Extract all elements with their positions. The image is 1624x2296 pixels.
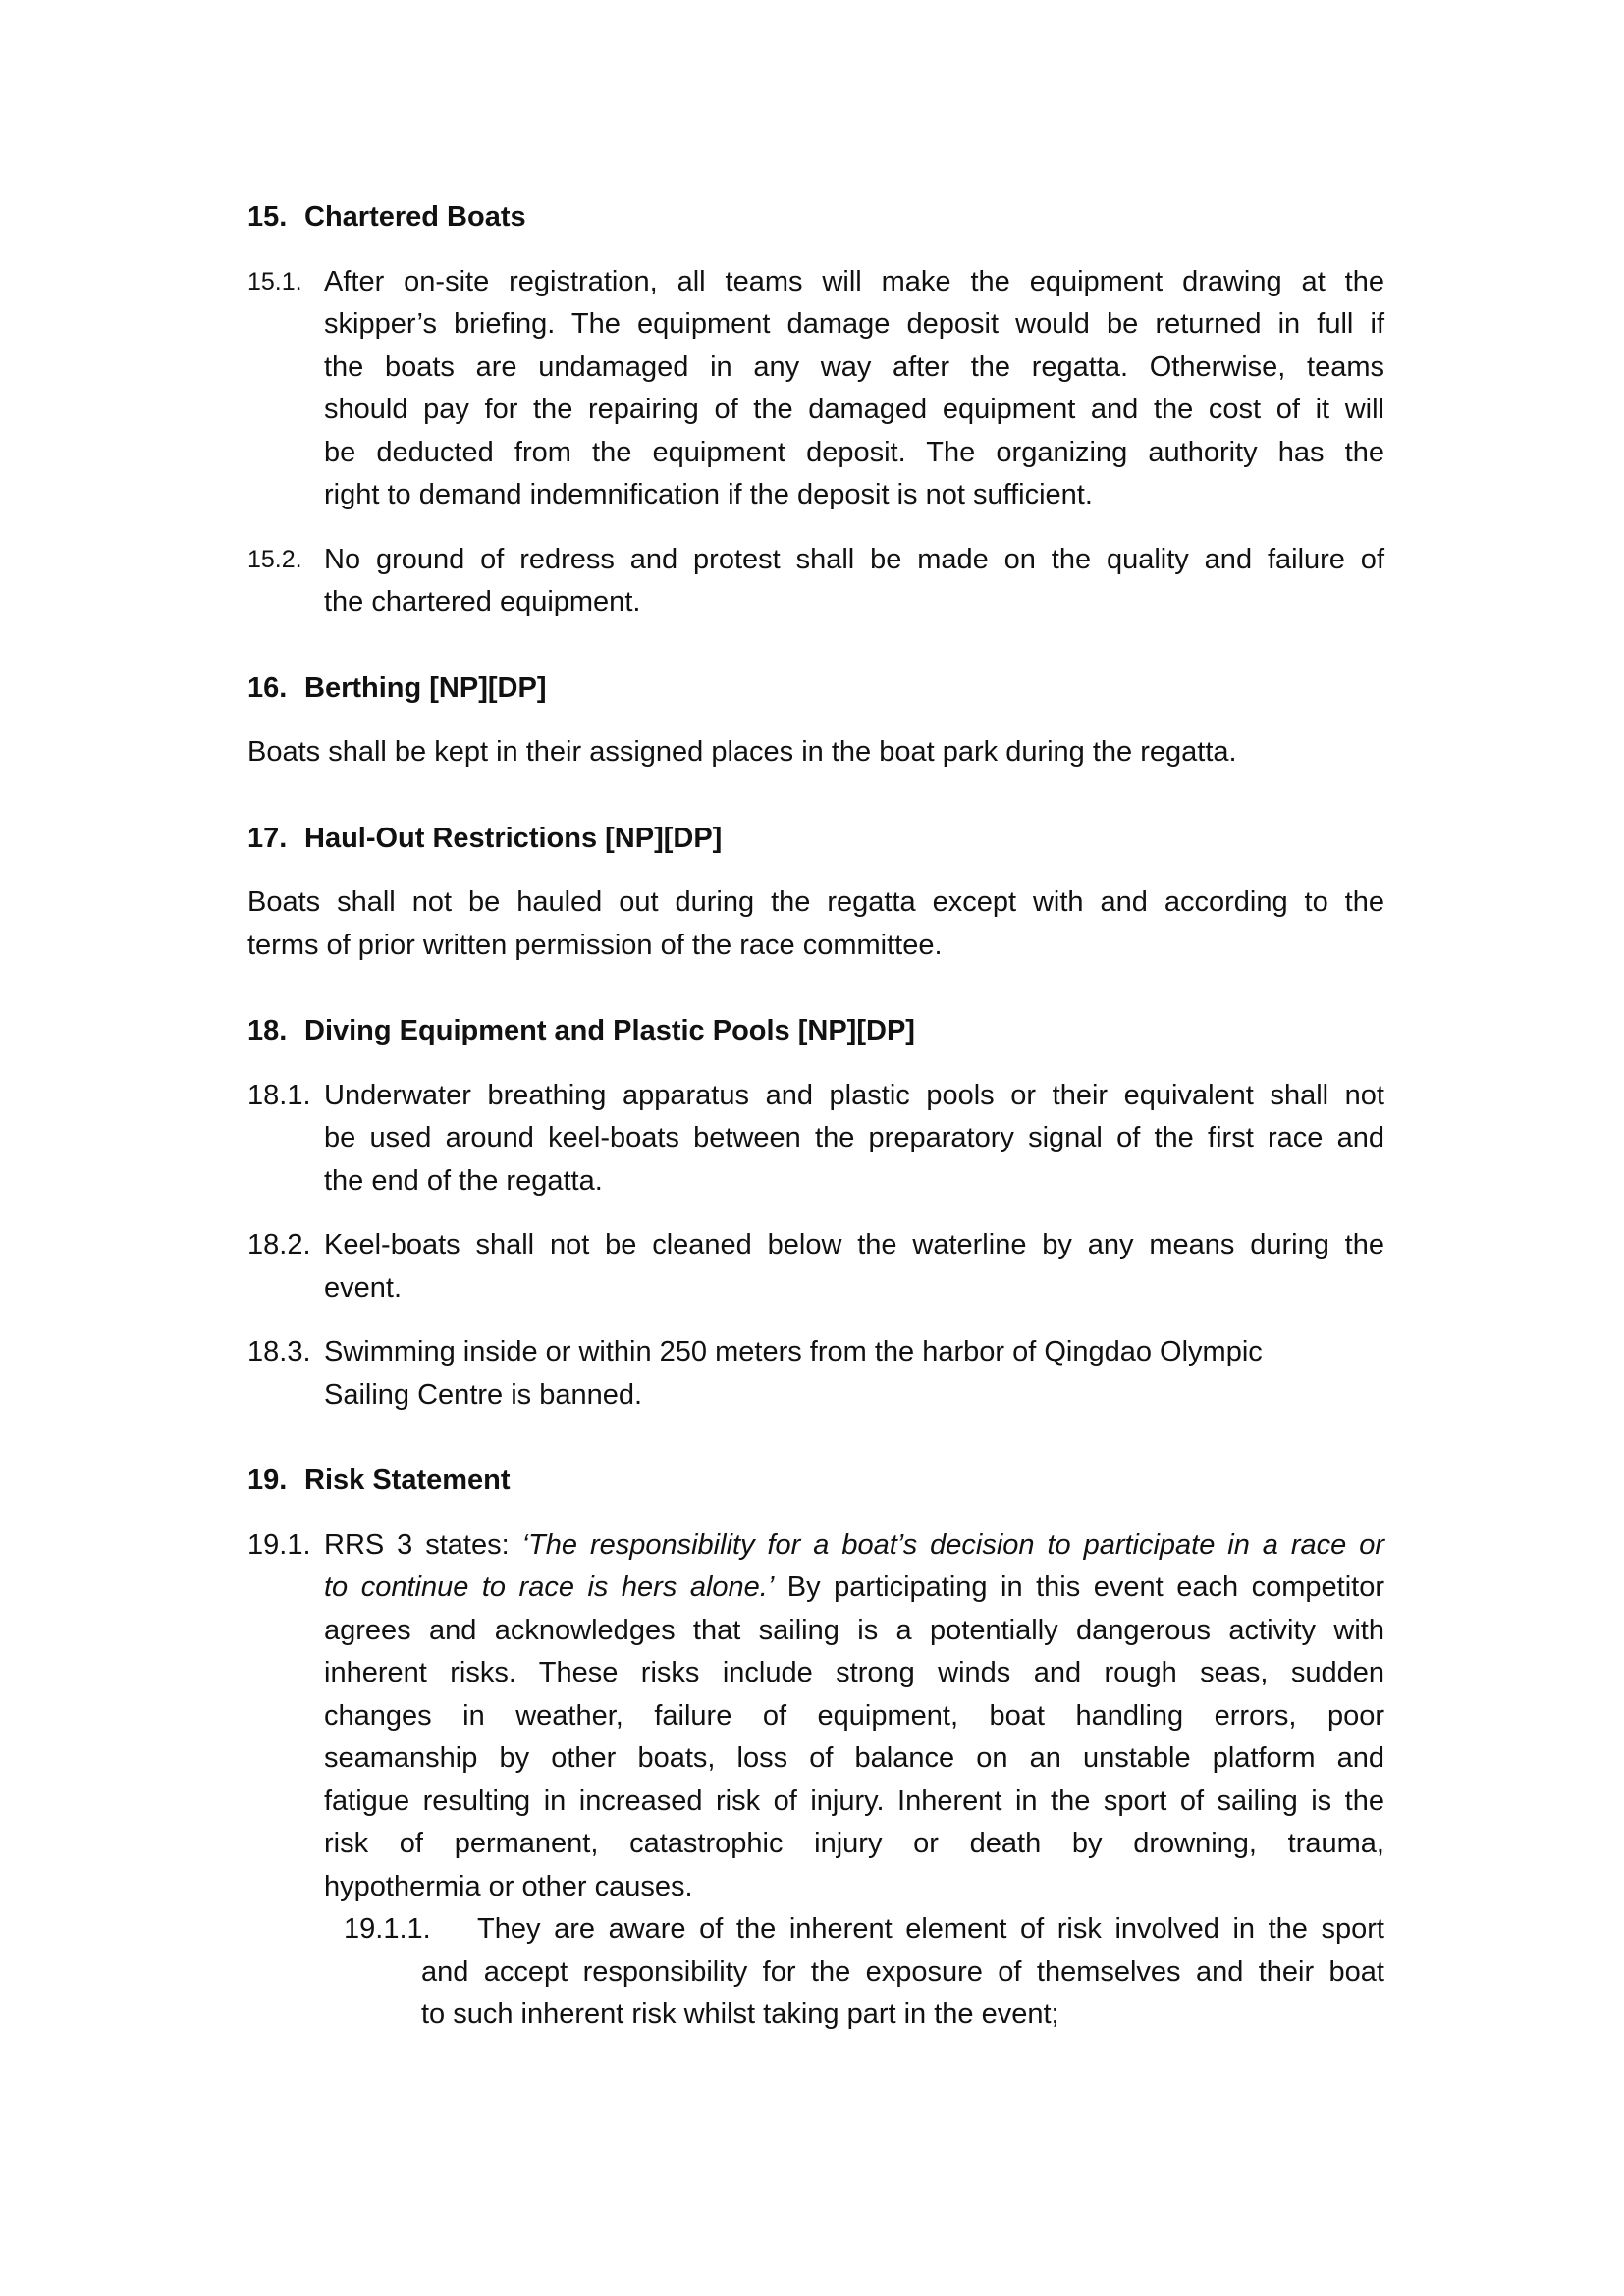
text-line: risk of permanent, catastrophic injury or death by drowning, trauma, bbox=[324, 1828, 1384, 1859]
text-line: be used around keel-boats between the preparatory signal of the first race and bbox=[324, 1122, 1384, 1153]
section-haul-out-restrictions bbox=[247, 818, 1384, 968]
text-line: the chartered equipment. bbox=[324, 586, 641, 617]
section-risk-statement bbox=[247, 1460, 1384, 2037]
sub-clause-item bbox=[344, 1908, 1384, 2037]
italic-quote-text: ‘The responsibility for a boat’s decision to participate in a race or bbox=[521, 1528, 1384, 1561]
clause-item bbox=[247, 261, 1384, 517]
text-line: right to demand indemnification if the deposit is not sufficient. bbox=[324, 479, 1093, 510]
text-line bbox=[324, 1524, 1384, 1568]
plain-text: RRS 3 states: bbox=[324, 1528, 522, 1561]
clause-item bbox=[247, 1524, 1384, 2037]
text-line: agrees and acknowledges that sailing is a potentially dangerous activity with bbox=[324, 1614, 1384, 1646]
section-heading bbox=[247, 818, 1384, 861]
text-line: seamanship by other boats, loss of balance on an unstable platform and bbox=[324, 1742, 1384, 1774]
sub-clause-number: 19.1.1. bbox=[344, 1913, 431, 1945]
section-title: Diving Equipment and Plastic Pools [NP][DP] bbox=[304, 1015, 915, 1046]
clause-item bbox=[247, 1331, 1384, 1416]
text-line: Keel-boats shall not be cleaned below the waterline by any means during the bbox=[324, 1229, 1384, 1260]
section-title: Risk Statement bbox=[304, 1465, 511, 1496]
text-line: changes in weather, failure of equipment, boat handling errors, poor bbox=[324, 1699, 1384, 1732]
text-line: to such inherent risk whilst taking part in the event; bbox=[421, 1999, 1059, 2030]
italic-quote-text: to continue to race is hers alone.’ bbox=[324, 1572, 775, 1603]
text-line: the end of the regatta. bbox=[324, 1164, 603, 1197]
section-heading bbox=[247, 667, 1384, 711]
text-line: fatigue resulting in increased risk of injury. Inherent in the sport of sailing is the bbox=[324, 1785, 1384, 1817]
text-line: Swimming inside or within 250 meters from the harbor of Qingdao Olympic bbox=[324, 1336, 1263, 1367]
clause-number: 15.2. bbox=[247, 545, 302, 573]
section-heading bbox=[247, 1460, 1384, 1503]
text-line: should pay for the repairing of the damaged equipment and the cost of it will bbox=[324, 394, 1384, 425]
text-line: Sailing Centre is banned. bbox=[324, 1378, 643, 1411]
text-line: be deducted from the equipment deposit. The organizing authority has the bbox=[324, 436, 1384, 468]
section-heading bbox=[247, 196, 1384, 240]
section-chartered-boats bbox=[247, 196, 1384, 624]
clause-number: 18.1. bbox=[247, 1079, 311, 1111]
section-title: Haul-Out Restrictions [NP][DP] bbox=[304, 822, 723, 854]
section-heading bbox=[247, 1010, 1384, 1053]
section-number: 16. bbox=[247, 671, 288, 704]
clause-number: 18.3. bbox=[247, 1336, 311, 1367]
text-line: hypothermia or other causes. bbox=[324, 1870, 693, 1902]
text-line: terms of prior written permission of the race committee. bbox=[247, 929, 943, 961]
text-line bbox=[324, 1567, 1384, 1610]
section-number: 18. bbox=[247, 1015, 288, 1046]
clause-item bbox=[247, 1224, 1384, 1309]
clause-item bbox=[247, 539, 1384, 624]
text-line: skipper’s briefing. The equipment damage deposit would be returned in full if bbox=[324, 308, 1384, 340]
text-line: Boats shall not be hauled out during the regatta except with and according to the bbox=[247, 886, 1384, 918]
text-line: After on-site registration, all teams will make the equipment drawing at the bbox=[324, 265, 1384, 297]
clause-number: 18.2. bbox=[247, 1229, 311, 1260]
text-line: No ground of redress and protest shall be made on the quality and failure of bbox=[324, 543, 1384, 575]
clause-item bbox=[247, 1075, 1384, 1203]
text-line: Boats shall be kept in their assigned places in the boat park during the regatta. bbox=[247, 736, 1237, 768]
section-number: 15. bbox=[247, 201, 288, 233]
section-diving-equipment bbox=[247, 1010, 1384, 1416]
clause-number: 15.1. bbox=[247, 267, 302, 295]
clause-number: 19.1. bbox=[247, 1528, 311, 1561]
text-line: Underwater breathing apparatus and plastic pools or their equivalent shall not bbox=[324, 1079, 1384, 1111]
text-line: the boats are undamaged in any way after the regatta. Otherwise, teams bbox=[324, 350, 1384, 383]
text-line: They are aware of the inherent element of risk involved in the sport bbox=[477, 1913, 1384, 1945]
text-line: event. bbox=[324, 1271, 402, 1304]
section-number: 19. bbox=[247, 1465, 288, 1496]
text-line: and accept responsibility for the exposure of themselves and their boat bbox=[421, 1955, 1384, 1988]
section-title: Berthing [NP][DP] bbox=[304, 671, 547, 704]
section-berthing bbox=[247, 667, 1384, 774]
section-title: Chartered Boats bbox=[304, 201, 526, 233]
plain-text: By participating in this event each competitor bbox=[774, 1572, 1384, 1603]
text-line: inherent risks. These risks include strong winds and rough seas, sudden bbox=[324, 1657, 1384, 1688]
section-number: 17. bbox=[247, 822, 288, 854]
